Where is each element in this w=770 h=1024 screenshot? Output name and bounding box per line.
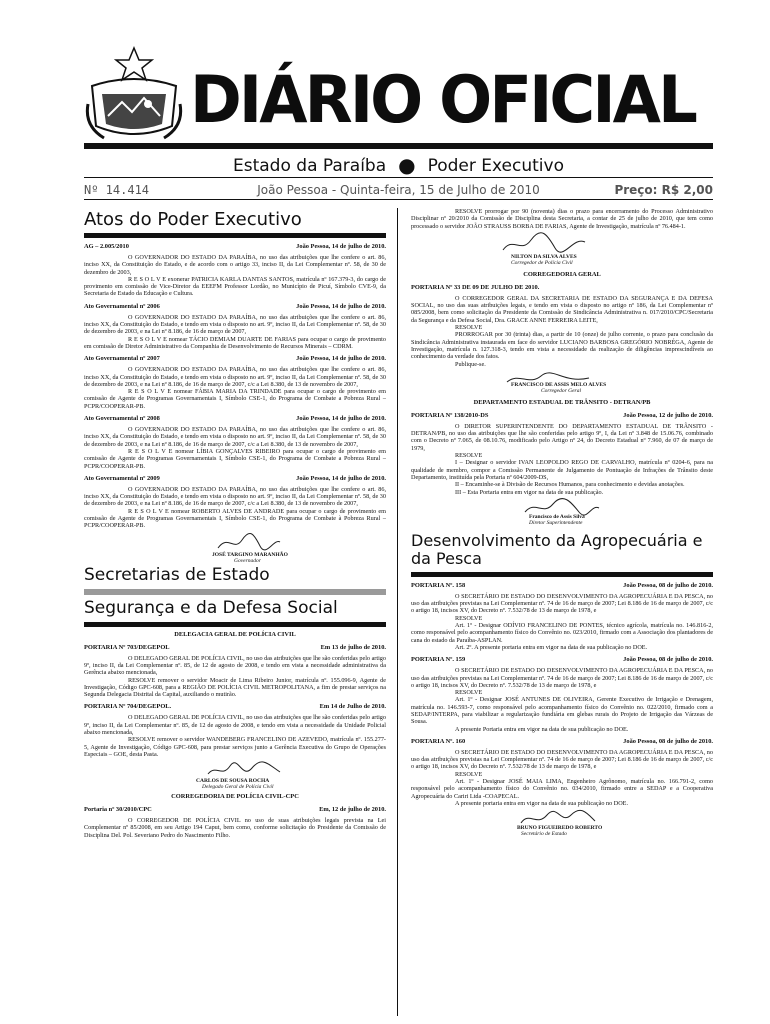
act-paragraph: Art. 2º. A presente portaria entra em vigor na data de sua publicação no DOE. (455, 643, 648, 651)
act-number: Ato Governamental nº 2009 (84, 474, 160, 482)
section-heading: Atos do Poder Executivo (84, 209, 302, 230)
act-header (84, 644, 386, 652)
act-date: João Pessoa, 14 de julho de 2010. (296, 415, 386, 423)
act-paragraph: R E S O L V E nomear LÍBIA GONÇALVES RIBEIRO para ocupar o cargo de provimento em comissão de Agente de Programas Governamentais I, Símbolo CSE-1, do Programa de Combate a Pobreza Rural –PCPR/COOPERAR-PB. (84, 447, 386, 470)
act-paragraph: R E S O L V E exonerar PATRICIA KARLA DANTAS SANTOS, matrícula nº 167.379-3, do cargo de provimento em comissão de Vice-Diretor da EEEFM Professor Lordão, no Município de Picuí, Símbolo CVE-9, da Secretaria de Estado da Educação e Cultura. (84, 275, 386, 298)
act-date: Em 14 de Julho de 2010. (319, 703, 386, 711)
info-rule-bottom (84, 199, 713, 200)
act-header (84, 355, 386, 363)
act-paragraph: O GOVERNADOR DO ESTADO DA PARAÍBA, no uso das atribuições que lhe confere o art. 86, inciso XX, da Constituição do Estado, e tendo em vista o disposto no art. 9º, inciso II, da Lei Complementar nº. 58, de 30 de dezembro de 2003, e na Lei nº 8.186, de 16 de março de 2007, c/c a Lei 8.380, de 13 de novembro de 2007, (84, 426, 386, 448)
signer-role: Corregedor de Polícia Civil (511, 259, 573, 266)
masthead-subhead (84, 153, 713, 177)
act-date: João Pessoa, 08 de julho de 2010. (623, 656, 713, 664)
act-paragraph: O CORREGEDOR GERAL DA SECRETARIA DE ESTADO DA SEGURANÇA E DA DEFESA SOCIAL, no uso das suas atribuições legais, e tendo em vista o disposto no artigo nº 186, da Lei Complementar nº 085/2008, bem como solicitação da Presidente da Comissão de Sindicância Administrativa n. 017/2010/CPC/Secretaria da Segurança e da Defesa Social, Dra. GRACE ANNE FERREIRA LEITE, (411, 294, 713, 324)
newspaper-title: DIÁRIO OFICIAL (190, 63, 695, 138)
signer-role: Delegado Geral de Polícia Civil (202, 784, 274, 791)
act-header (84, 243, 386, 251)
act-header (411, 738, 713, 746)
act-paragraph: II – Encaminhe-se à Divisão de Recursos Humanos, para conhecimento e devidas anotações. (455, 481, 685, 489)
act-number: Ato Governamental nº 2007 (84, 355, 160, 363)
section-heading: Desenvolvimento da Agropecuária e da Pesca (411, 530, 703, 568)
masthead (0, 0, 770, 200)
place-date: João Pessoa - Quinta-feira, 15 de Julho de 2010 (257, 183, 540, 197)
left-column (84, 208, 386, 839)
act-date: Em, 12 de julho de 2010. (319, 806, 386, 814)
act-header (411, 284, 713, 292)
act-paragraph: O GOVERNADOR DO ESTADO DA PARAÍBA, no uso das atribuições que lhe confere o art. 86, inciso XX, da Constituição do Estado, e tendo em vista o disposto no art. 9º, inciso II, da Lei Complementar nº. 58, de 30 de dezembro de 2003, e na Lei nº 8.186, de 16 de março de 2007, (84, 313, 386, 336)
masthead-rule (84, 143, 713, 149)
act-paragraph: PRORROGAR por 30 (trinta) dias, a partir de 10 (onze) de julho corrente, o prazo para conclusão da Sindicância Administrativa instaurada em face do servidor LUCIANO BARBOSA GREGÓRIO NOBRÉGA, Agente de Investigação, matrícula n. 127.318-3, tendo em vista a necessidade da realização de diligências imprescindíveis ao conhecimento da verdade dos fatos. (411, 331, 713, 361)
act-paragraph: RESOLVE (455, 452, 483, 460)
act-date: João Pessoa, 14 de julho de 2010. (296, 355, 386, 363)
unit-title: CORREGEDORIA DE POLÍCIA CIVIL-CPC (171, 793, 299, 801)
act-date: João Pessoa, 08 de julho de 2010. (623, 737, 713, 745)
signature-corregedor-geral (411, 370, 713, 396)
issue-info-bar (84, 180, 713, 198)
act-paragraph: Art. 1º - Designar JOSÉ MAIA LIMA, Engenheiro Agrônomo, matrícula no. 166.791-2, como responsável pelo acompanhamento físico do Convênio no. 034/2010, firmado entre a SEDAP e a Cooperativa Agropecuária do Cariri Ltda -COAPECAL. (411, 778, 713, 800)
signer-role: Diretor Superintendente (529, 519, 583, 526)
act-paragraph: RESOLVE prorrogar por 90 (noventa) dias o prazo para encerramento do Processo Administrativo Disciplinar nº 20/2010 da Comissão de Disciplina desta Secretaria, a contar de 25 de julho de 2010, que tem como processado o servidor JOÃO STRAUSS BORBA DE FARIAS, Agente de Investigação, matrícula nº 76.484-1. (411, 208, 713, 230)
act-paragraph: R E S O L V E nomear ROBERTO ALVES DE ANDRADE para ocupar o cargo de provimento em comissão de Agente de Programas Governamentais I, Símbolo CSE-1, do Programa de Combate à Pobreza Rural –PCPR/COOPERAR-PB. (84, 507, 386, 530)
act-number: PORTARIA Nº 138/2010-DS (411, 411, 489, 419)
act-paragraph: O GOVERNADOR DO ESTADO DA PARAÍBA, no uso das atribuições que lhe confere o art. 86, inciso XX, da Constituição do Estado, e tendo em vista o disposto no art. 9º, inciso II, da Lei Complementar nº. 58, de 30 de dezembro de 2003, e na Lei nº 8.186, de 16 de março de 2007, c/c a Lei 8.380, de 13 de novembro de 2007, (84, 366, 386, 388)
act-paragraph: A presente Portaria entra em vigor na data de sua publicação no DOE. (455, 725, 629, 733)
signer-role: Corregedor Geral (541, 387, 581, 394)
act-paragraph: O DELEGADO GERAL DE POLÍCIA CIVIL, no uso das atribuições que lhe são conferidas pelo artigo 9º, inciso II, da Lei Complementar nº. 85, de 12 de agosto de 2008, e tendo em vista a necessidade da Unidade Policial abaixo mencionada, (84, 714, 386, 736)
act-number: PORTARIA Nº. 159 (411, 656, 466, 664)
info-rule-top (84, 177, 713, 178)
act-paragraph: R E S O L V E nomear TÁCIO DEMIAM DUARTE DE FARIAS para ocupar o cargo de provimento em comissão de Diretor Administrativo da Companhia de Desenvolvimento de Recursos Minerais – CDRM. (84, 335, 386, 350)
signature-scribble-icon (214, 532, 284, 554)
signature-governor (84, 532, 386, 564)
section-bar (84, 589, 386, 595)
act-paragraph: III – Esta Portaria entra em vigor na data de sua publicação. (455, 488, 604, 496)
signer-name: BRUNO FIGUEIREDO ROBERTO (517, 825, 603, 832)
section-bar (411, 572, 713, 577)
act-paragraph: RESOLVE remover o servidor WANDEBERG FRANCELINO DE AZEVEDO, matrícula nº. 155.277-5, Agente de Investigação, Código GPC-608, para prestar serviços junto a Gerência Executiva do Grupo de Operações Especiais – GOE, desta Pasta. (84, 736, 386, 758)
signer-name: Francisco de Assis Silva (529, 513, 585, 520)
act-number: Ato Governamental nº 2008 (84, 415, 160, 423)
act-paragraph: O SECRETÁRIO DE ESTADO DO DESENVOLVIMENTO DA AGROPECUÁRIA E DA PESCA, no uso das atribuições previstas na Lei Complementar nº. 74 de 16 de março de 2007; Lei 8.186 de 16 de março de 2007, c/c o artigo 18, incisos XV, do Decreto nº. 7.532/78 de 13 de março de 1978, e (411, 667, 713, 689)
act-date: João Pessoa, 12 de julho de 2010. (623, 411, 713, 419)
column-separator (397, 208, 398, 1016)
act-paragraph: A presente portaria entra em vigor na data de sua publicação no DOE. (455, 799, 629, 807)
act-date: João Pessoa, 14 de julho de 2010. (296, 302, 386, 310)
state-label: Estado da Paraíba (233, 156, 387, 176)
section-heading: Segurança e da Defesa Social (84, 597, 338, 618)
unit-title: DEPARTAMENTO ESTADUAL DE TRÂNSITO - DETRAN/PB (473, 398, 651, 406)
section-bar (84, 233, 386, 238)
act-paragraph: RESOLVE remover o servidor Moacir de Lima Ribeiro Junior, matrícula nº. 155.096-9, Agente de Investigação, Código GPC-608, para a REGIÃO DE POLÍCIA CIVIL METROPOLITANA, a fim de prestar serviços na Segunda Delegacia Distrital da Capital, auxiliando o mutirão. (84, 676, 386, 699)
act-paragraph: RESOLVE (455, 770, 483, 778)
act-paragraph: Art. 1º - Designar ODÍVIO FRANCELINO DE PONTES, técnico agrícola, matrícula no. 146.816-2, como responsável pelo acompanhamento físico do Convênio no. 023/2010, firmado com a Associação dos plantadores de cana do estado da Paraíba-ASPLAN. (411, 622, 713, 644)
signer-name: CARLOS DE SOUSA ROCHA (196, 778, 270, 785)
act-header (411, 412, 713, 420)
act-header (84, 475, 386, 483)
act-number: PORTARIA Nº. 160 (411, 737, 466, 745)
act-number: PORTARIA Nº 33 DE 09 DE JULHO DE 2010. (411, 283, 540, 291)
signature-detran (411, 498, 713, 528)
signer-name: FRANCISCO DE ASSIS MELO ALVES (511, 381, 607, 388)
act-paragraph: RESOLVE (455, 614, 483, 622)
branch-label: Poder Executivo (427, 156, 564, 176)
act-paragraph: Publique-se. (455, 360, 486, 368)
act-header (411, 656, 713, 664)
act-number: PORTARIA Nº. 158 (411, 581, 466, 589)
signature-corregedor (411, 232, 713, 268)
act-paragraph: R E S O L V E nomear FÁBIA MARIA DA TRINDADE para ocupar o cargo de provimento em comissão de Agente de Programas Governamentais I, Símbolo CSE-1, do Programa de Combate a Pobreza Rural –PCPR/COOPERAR-PB. (84, 388, 386, 410)
act-paragraph: RESOLVE (455, 689, 483, 697)
signer-name: NILTON DA SILVA ALVES (511, 253, 577, 260)
signer-name: JOSÉ TARGINO MARANHÃO (212, 551, 288, 558)
act-number: AG – 2.005/2010 (84, 243, 129, 250)
act-paragraph: O CORREGEDOR DE POLÍCIA CIVIL no uso de suas atribuições legais prevista na Lei Complementar nº 85/2008, em seu Artigo 194 Caput, bem como, conforme solicitação do Presidente da Comissão de Disciplina Del. Pol. Severiano Pedro do Nascimento Filho. (84, 817, 386, 839)
act-paragraph: O GOVERNADOR DO ESTADO DA PARAÍBA, no uso das atribuições que lhe confere o art. 86, inciso XX, da Constituição do Estado, e de acordo com o artigo 33, inciso II, da Lei Complementar nº. 58, de 30 de dezembro de 2003, (84, 254, 386, 276)
signer-role: Secretário de Estado (521, 831, 567, 838)
act-paragraph: O DIRETOR SUPERINTENDENTE DO DEPARTAMENTO ESTADUAL DE TRÂNSITO - DETRAN/PB, no uso das atribuições que lhe são conferidas pelo artigo 9º, I, da Lei nº 3.848 de 15.06.76, combinado com o Decreto nº 7.065, de 08.10.76, modificado pelo Artigo nº 24, do Decreto Estadual nº 7.960, de 07 de março de 1979, (411, 422, 713, 452)
unit-title: DELEGACIA GERAL DE POLÍCIA CIVIL (174, 630, 296, 638)
act-number: PORTARIA Nº 704/DEGEPOL. (84, 703, 172, 711)
act-number: Ato Governamental nº 2006 (84, 302, 160, 310)
section-heading: Secretarias de Estado (84, 564, 270, 585)
issue-number: Nº 14.414 (84, 183, 150, 197)
act-paragraph: RESOLVE (455, 324, 483, 332)
act-paragraph: O SECRETÁRIO DE ESTADO DO DESENVOLVIMENTO DA AGROPECUÁRIA E DA PESCA, no uso das atribuições previstas na Lei Complementar nº. 74 de 16 de março de 2007; Lei 8.186 de 16 de março de 2007, c/c o artigo 18, incisos XV, do Decreto nº. 7.532/78 de 13 de março de 1978, e (411, 592, 713, 615)
act-paragraph: O SECRETÁRIO DE ESTADO DO DESENVOLVIMENTO DA AGROPECUÁRIA E DA PESCA, no uso das atribuições previstas na Lei Complementar nº. 74 de 16 de março de 2007; Lei 8.186 de 16 de março de 2007, c/c o artigo 18, incisos XV, do Decreto nº. 7.532/78 de 13 de março de 1978, e (411, 748, 713, 771)
act-paragraph: O GOVERNADOR DO ESTADO DA PARAÍBA, no uso das atribuições que lhe confere o art. 86, inciso XX, da Constituição do Estado, e tendo em vista o disposto no art. 9º, inciso II, da Lei Complementar nº. 58, de 30 de dezembro de 2003, e na Lei nº 8.186, de 16 de março de 2007, c/c a Lei 8.380, de 13 de novembro de 2007, (84, 485, 386, 508)
act-paragraph: I – Designar o servidor IVAN LEOPOLDO REGO DE CARVALHO, matrícula nº 0204-6, para na qualidade de membro, compor a Comissão Permanente de Julgamento de Pontuação de Infrações de Trânsito deste Departamento, instituída pela Portaria nº 604/2009-DS, (411, 459, 713, 481)
signer-role: Governador (234, 557, 261, 564)
signature-delegate (84, 760, 386, 790)
issue-price: Preço: R$ 2,00 (614, 183, 713, 197)
act-header (411, 582, 713, 590)
act-date: João Pessoa, 14 de julho de 2010. (296, 243, 386, 250)
act-number: Portaria nº 30/2010/CPC (84, 806, 152, 814)
state-coat-of-arms-icon (84, 46, 184, 144)
act-date: João Pessoa, 14 de julho de 2010. (296, 474, 386, 482)
act-date: João Pessoa, 08 de julho de 2010. (623, 581, 713, 589)
act-number: PORTARIA Nº 703/DEGEPOL (84, 643, 170, 651)
signature-secretary (411, 809, 713, 839)
act-paragraph: Art. 1º - Designar JOSÉ ANTUNES DE OLIVEIRA, Gerente Executivo de Irrigação e Drenagem, matrícula no. 146.593-7, como responsável pelo acompanhamento físico do Convênio no. 022/2010, firmado com a SEDAP/INTERPA, para viabilizar a regularização fundiária em glebas rurais do Projeto de Irrigação das Várzeas de Sousa. (411, 696, 713, 726)
right-column (411, 208, 713, 841)
act-header (84, 303, 386, 311)
act-header (84, 415, 386, 423)
section-bar (84, 622, 386, 627)
act-paragraph: O DELEGADO GERAL DE POLÍCIA CIVIL, no uso das atribuições que lhe são conferidas pelo artigo 9º, inciso II, da Lei Complementar nº. 85, de 12 de agosto de 2008, e tendo em vista a necessidade administrativa da Gerência abaixo mencionada, (84, 654, 386, 677)
act-header (84, 806, 386, 814)
act-header (84, 703, 386, 711)
act-date: Em 13 de julho de 2010. (320, 643, 386, 651)
bullet-icon: ● (398, 153, 416, 177)
unit-title: CORREGEDORIA GERAL (523, 270, 601, 278)
